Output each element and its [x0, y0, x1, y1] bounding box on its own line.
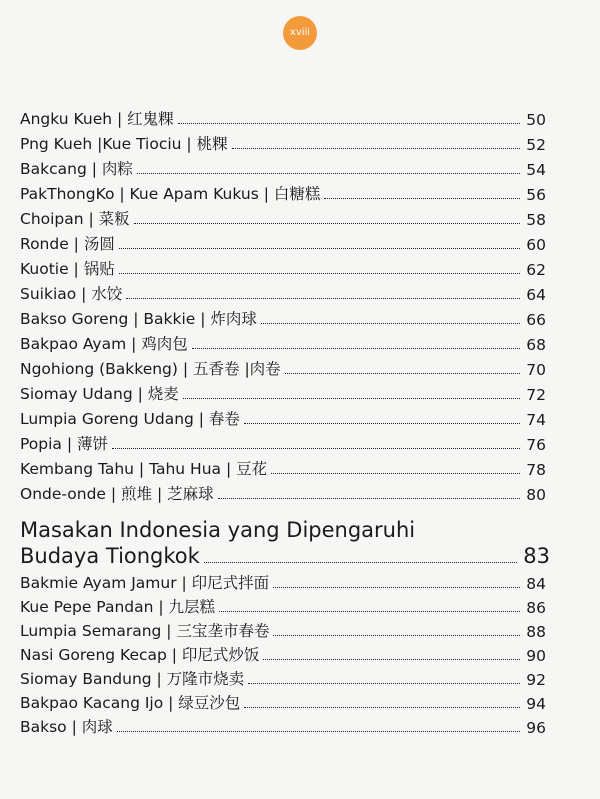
toc-entry[interactable]	[20, 254, 546, 279]
entry-title: Kuotie | 锅贴	[20, 260, 115, 278]
dot-leader	[232, 148, 521, 149]
dot-leader	[192, 348, 521, 349]
toc-entry[interactable]	[20, 404, 546, 429]
toc-entry[interactable]	[20, 354, 546, 379]
entry-title: Bakmie Ayam Jamur | 印尼式拌面	[20, 574, 270, 592]
entry-title: Ngohiong (Bakkeng) | 五香卷 |肉卷	[20, 360, 281, 378]
entry-page: 76	[526, 436, 546, 454]
entry-page: 92	[526, 671, 546, 689]
entry-title: Suikiao | 水饺	[20, 285, 123, 303]
entry-title: Kembang Tahu | Tahu Hua | 豆花	[20, 460, 268, 478]
toc-entry[interactable]	[20, 689, 546, 713]
section-title-line1: Masakan Indonesia yang Dipengaruhi	[20, 518, 416, 542]
dot-leader	[285, 373, 521, 374]
dot-leader	[244, 423, 520, 424]
dot-leader	[248, 683, 520, 684]
entry-title: Bakcang | 肉粽	[20, 160, 133, 178]
entry-page: 88	[526, 623, 546, 641]
dot-leader	[119, 248, 520, 249]
entry-title: Kue Pepe Pandan | 九层糕	[20, 598, 216, 616]
entry-page: 62	[526, 261, 546, 279]
toc-entry[interactable]	[20, 617, 546, 641]
entry-page: 72	[526, 386, 546, 404]
entry-page: 60	[526, 236, 546, 254]
dot-leader	[178, 123, 521, 124]
entry-title: PakThongKo | Kue Apam Kukus | 白糖糕	[20, 185, 321, 203]
entry-page: 58	[526, 211, 546, 229]
toc-entry[interactable]	[20, 569, 546, 593]
entry-page: 70	[526, 361, 546, 379]
entry-page: 80	[526, 486, 546, 504]
toc-entry[interactable]	[20, 641, 546, 665]
entry-page: 52	[526, 136, 546, 154]
dot-leader	[117, 731, 521, 732]
dot-leader	[126, 298, 520, 299]
toc-entry[interactable]	[20, 713, 546, 737]
entry-page: 84	[526, 575, 546, 593]
entry-title: Ronde | 汤圆	[20, 235, 115, 253]
section-heading[interactable]	[20, 517, 550, 569]
toc-entry[interactable]	[20, 379, 546, 404]
entry-title: Bakpao Ayam | 鸡肉包	[20, 335, 188, 353]
entry-page: 90	[526, 647, 546, 665]
entry-page: 68	[526, 336, 546, 354]
entry-title: Nasi Goreng Kecap | 印尼式炒饭	[20, 646, 260, 664]
dot-leader	[219, 611, 520, 612]
toc-entry[interactable]	[20, 104, 546, 129]
toc-entry[interactable]	[20, 593, 546, 617]
entry-page: 54	[526, 161, 546, 179]
toc-entry[interactable]	[20, 179, 546, 204]
entry-page: 86	[526, 599, 546, 617]
toc-entry[interactable]	[20, 279, 546, 304]
section-title-line2: Budaya Tiongkok	[20, 544, 200, 568]
dot-leader	[183, 398, 521, 399]
entry-page: 78	[526, 461, 546, 479]
section-page: 83	[523, 544, 550, 568]
entry-title: Png Kueh |Kue Tiociu | 桃粿	[20, 135, 228, 153]
entry-title: Choipan | 菜粄	[20, 210, 130, 228]
dot-leader	[204, 562, 517, 563]
entry-title: Lumpia Goreng Udang | 春卷	[20, 410, 240, 428]
toc-entry[interactable]	[20, 204, 546, 229]
dot-leader	[273, 635, 520, 636]
toc-entry[interactable]	[20, 665, 546, 689]
toc-entry[interactable]	[20, 454, 546, 479]
entry-title: Bakso Goreng | Bakkie | 炸肉球	[20, 310, 257, 328]
entry-page: 56	[526, 186, 546, 204]
entry-title: Onde-onde | 煎堆 | 芝麻球	[20, 485, 214, 503]
dot-leader	[263, 659, 520, 660]
dot-leader	[271, 473, 520, 474]
dot-leader	[119, 273, 521, 274]
toc-list-part2	[20, 569, 546, 737]
entry-title: Bakso | 肉球	[20, 718, 113, 736]
dot-leader	[137, 173, 520, 174]
entry-title: Popia | 薄饼	[20, 435, 108, 453]
toc-entry[interactable]	[20, 479, 546, 504]
dot-leader	[324, 198, 520, 199]
toc-entry[interactable]	[20, 329, 546, 354]
toc-list-part1	[20, 104, 546, 504]
dot-leader	[134, 223, 521, 224]
entry-page: 64	[526, 286, 546, 304]
entry-page: 94	[526, 695, 546, 713]
toc-entry[interactable]	[20, 429, 546, 454]
entry-title: Siomay Bandung | 万隆市烧卖	[20, 670, 245, 688]
dot-leader	[244, 707, 520, 708]
entry-page: 50	[526, 111, 546, 129]
entry-title: Siomay Udang | 烧麦	[20, 385, 179, 403]
dot-leader	[218, 498, 521, 499]
entry-title: Angku Kueh | 红鬼粿	[20, 110, 174, 128]
dot-leader	[261, 323, 520, 324]
entry-title: Bakpao Kacang Ijo | 绿豆沙包	[20, 694, 241, 712]
dot-leader	[273, 587, 520, 588]
dot-leader	[112, 448, 520, 449]
entry-title: Lumpia Semarang | 三宝垄市春卷	[20, 622, 270, 640]
entry-page: 74	[526, 411, 546, 429]
entry-page: 66	[526, 311, 546, 329]
toc-entry[interactable]	[20, 304, 546, 329]
toc-entry[interactable]	[20, 129, 546, 154]
entry-page: 96	[526, 719, 546, 737]
toc-entry[interactable]	[20, 229, 546, 254]
toc-entry[interactable]	[20, 154, 546, 179]
page-number-badge: xviii	[283, 16, 317, 50]
